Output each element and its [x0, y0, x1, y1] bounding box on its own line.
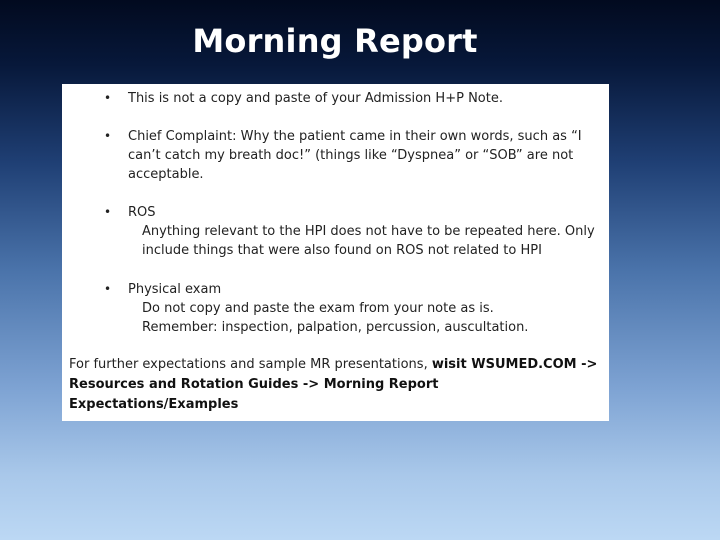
bullet-subtext: Remember: inspection, palpation, percussion, auscultation. [142, 320, 529, 335]
footer-link-path: wisit WSUMED.COM -> Resources and Rotation Guides -> Morning Report Expectations/Examples [69, 357, 598, 412]
bullet-dot-icon: • [104, 282, 112, 296]
bullet-content [128, 203, 598, 260]
bullet-subtext: Anything relevant to the HPI does not have to be repeated here. Only include things that were also found on ROS not related to HPI [142, 224, 595, 258]
bullet-dot-icon: • [104, 205, 112, 219]
bullet-dot-icon: • [104, 129, 112, 143]
footer-prefix: For further expectations and sample MR presentations, [69, 357, 432, 372]
content-box [62, 84, 609, 421]
slide-title: Morning Report [192, 22, 478, 60]
footer-note [69, 355, 604, 415]
bullet-content [128, 280, 598, 337]
bullet-subtext: Do not copy and paste the exam from your note as is. [142, 301, 494, 316]
bullet-text: This is not a copy and paste of your Admission H+P Note. [128, 91, 503, 106]
bullet-text: Chief Complaint: Why the patient came in their own words, such as “I can’t catch my breath doc!” (things like “Dyspnea” or “SOB” are not acceptable. [128, 129, 582, 182]
bullet-heading: Physical exam [128, 282, 222, 297]
bullet-dot-icon: • [104, 91, 112, 105]
bullet-heading: ROS [128, 205, 156, 220]
